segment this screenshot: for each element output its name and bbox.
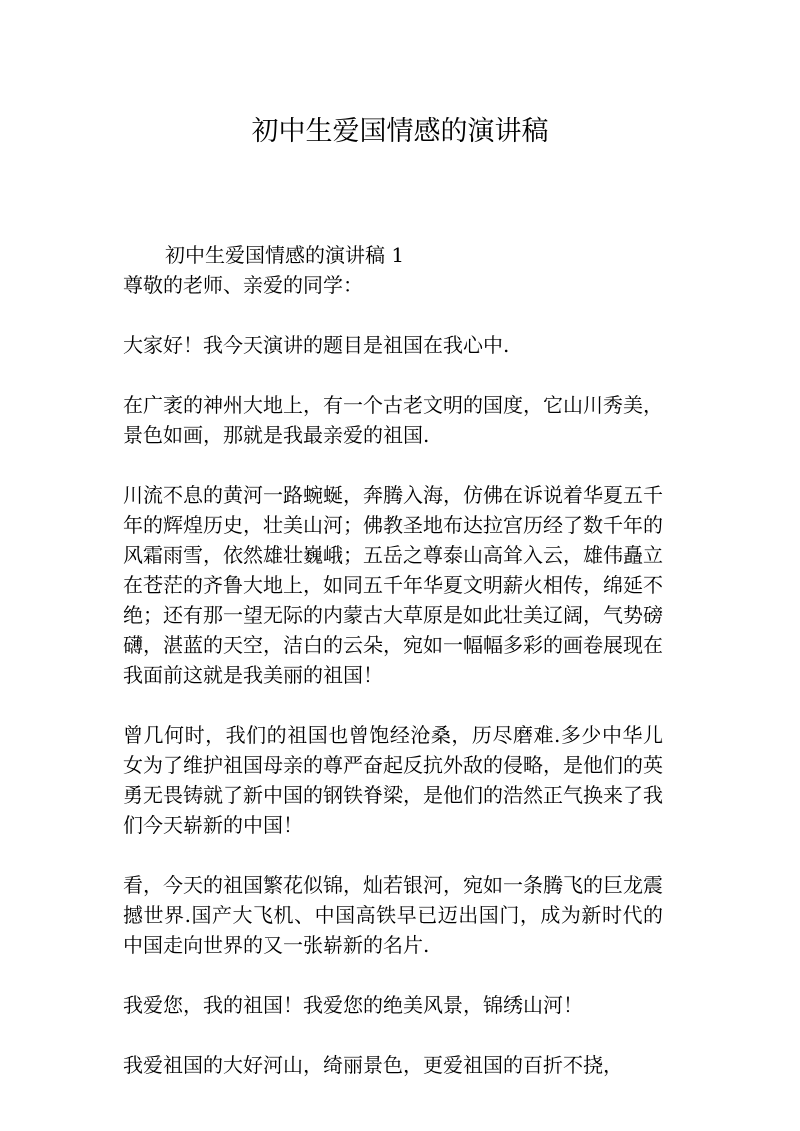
paragraph-3: 川流不息的黄河一路蜿蜒，奔腾入海，仿佛在诉说着华夏五千年的辉煌历史，壮美山河；佛教圣地布达拉宫历经了数千年的风霜雨雪，依然雄壮巍峨；五岳之尊泰山高耸入云，雄伟矗立在苍茫的齐鲁大地上，如同五千年华夏文明薪火相传，绵延不绝；还有那一望无际的内蒙古大草原是如此壮美辽阔，气势磅礴，湛蓝的天空，洁白的云朵，宛如一幅幅多彩的画卷展现在我面前这就是我美丽的祖国！ bbox=[123, 483, 663, 687]
paragraph-1: 大家好！我今天演讲的题目是祖国在我心中. bbox=[123, 333, 510, 357]
paragraph-5: 看，今天的祖国繁花似锦，灿若银河，宛如一条腾飞的巨龙震撼世界.国产大飞机、中国高铁早已迈出国门，成为新时代的中国走向世界的又一张崭新的名片. bbox=[123, 873, 663, 957]
paragraph-4: 曾几何时，我们的祖国也曾饱经沧桑，历尽磨难.多少中华儿女为了维护祖国母亲的尊严奋起反抗外敌的侵略，是他们的英勇无畏铸就了新中国的钢铁脊梁，是他们的浩然正气换来了我们今天崭新的中国！ bbox=[123, 723, 663, 837]
salutation: 尊敬的老师、亲爱的同学： bbox=[123, 273, 363, 297]
paragraph-6: 我爱您，我的祖国！我爱您的绝美风景，锦绣山河！ bbox=[123, 993, 583, 1017]
paragraph-2: 在广袤的神州大地上，有一个古老文明的国度，它山川秀美，景色如画，那就是我最亲爱的祖国. bbox=[123, 393, 663, 447]
spacer bbox=[123, 300, 663, 330]
paragraph-7: 我爱祖国的大好河山，绮丽景色，更爱祖国的百折不挠， bbox=[123, 1053, 623, 1077]
document-title: 初中生爱国情感的演讲稿 bbox=[251, 116, 549, 147]
document-body bbox=[123, 240, 663, 1110]
section-heading: 初中生爱国情感的演讲稿 1 bbox=[165, 243, 405, 267]
